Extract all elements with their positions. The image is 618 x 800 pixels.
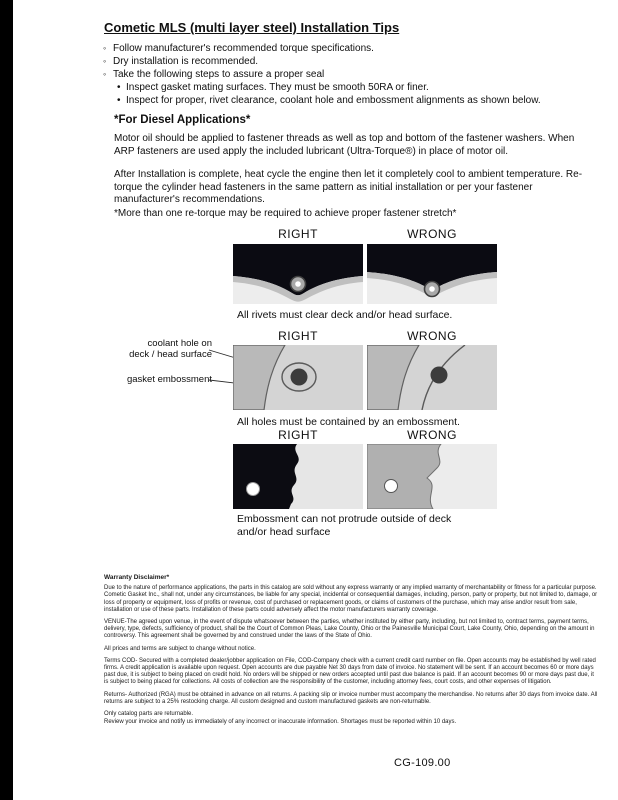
tip-text: Dry installation is recommended. (113, 56, 259, 67)
disclaimer-paragraph: Returns- Authorized (RGA) must be obtained in advance on all returns. A packing slip or invoice number must accompany the merchandise. No returns after 30 days from invoice date. All returns are subject to a 25% restocking charge. All custom designed and custom manufactured gaskets are non-returnable. (104, 691, 598, 705)
rivet-wrong-diagram (367, 244, 497, 304)
bullet-icon: • (117, 95, 121, 106)
tip-sub-item (103, 81, 583, 94)
open-bullet-icon: ◦ (103, 43, 107, 53)
disclaimer-paragraph: VENUE-The agreed upon venue, in the event of dispute whatsoever between the parties, whether instituted by either party, including, but not limited to, contract terms, payment terms, delivery, type, defects, sufficiency of product, shall be the Court of Common Pleas, Lake County, Ohio or the Painesville Municipal Court, Lake County, Ohio, depending on the amount in controversy. This agreement shall be governed by and construed under the laws of the State of Ohio. (104, 619, 595, 640)
row1-right-label: RIGHT (278, 227, 318, 241)
tip-item (103, 68, 583, 81)
disclaimer-paragraph: Due to the nature of performance applications, the parts in this catalog are sold without any express warranty or any implied warranty of merchantability or fitness for a particular purpose. Cometic Gasket Inc., shall not, under any circumstances, be liable for any special, incidental or consequential damages, including, person, party or property, but not limited to, damage, or loss of property or equipment, loss of profits or revenue, cost of purchased or replacement goods, or claims of customers of the purchase, which may arise and/or result from sale, installation or use of these parts. Installation of these parts could adversely affect the motor manufacturers warranty coverage. (104, 585, 598, 613)
row2-right-label: RIGHT (278, 329, 318, 343)
rivet-wrong-illustration (367, 244, 497, 304)
warranty-disclaimer (104, 574, 598, 731)
embossment-right-diagram (233, 345, 363, 410)
protrusion-wrong-diagram (367, 444, 497, 509)
diesel-applications-heading: *For Diesel Applications* (114, 114, 251, 126)
tip-text: Inspect gasket mating surfaces. They must be smooth 50RA or finer. (126, 82, 429, 93)
open-bullet-icon: ◦ (103, 56, 107, 66)
coolant-hole-annotation (118, 338, 212, 360)
disclaimer-paragraph: All prices and terms are subject to change without notice. (104, 645, 256, 652)
row3-caption (237, 513, 451, 539)
tip-text: Take the following steps to assure a proper seal (113, 69, 325, 80)
gasket-embossment-annotation: gasket embossment (126, 374, 212, 385)
page-code: CG-109.00 (394, 757, 451, 769)
diesel-paragraph-1: Motor oil should be applied to fastener threads as well as top and bottom of the fastener washers. When ARP fasteners are used apply the included lubricant (Ultra-Torque®) in place of motor oil. (114, 133, 575, 157)
coolant-hole-annotation-line2: deck / head surface (129, 349, 212, 360)
disclaimer-paragraph: Review your invoice and notify us immediately of any incorrect or inaccurate information. Shortages must be reported within 10 days. (104, 719, 457, 726)
retorque-note: *More than one re-torque may be required to achieve proper fastener stretch* (114, 208, 457, 219)
rivet-right-illustration (233, 244, 363, 304)
row3-caption-line1: Embossment can not protrude outside of deck (237, 513, 452, 525)
embossment-wrong-illustration (367, 345, 497, 410)
open-bullet-icon: ◦ (103, 69, 107, 79)
tip-item (103, 42, 583, 55)
row3-caption-line2: and/or head surface (237, 526, 331, 538)
bullet-icon: • (117, 82, 121, 93)
embossment-right-illustration (233, 345, 363, 410)
row2-caption: All holes must be contained by an embossment. (237, 416, 460, 428)
rivet-right-diagram (233, 244, 363, 304)
row2-wrong-label: WRONG (407, 329, 457, 343)
disclaimer-paragraph: Terms COD- Secured with a completed dealer/jobber application on File, COD-Company check with a current credit card number on file. Open accounts may be established by well rated firms. A credit application is available upon request. Open accounts are due payable Net 30 days from date of invoice. No statement will be sent. If an account becomes 60 or more days past due, it is subject to being placed on credit hold. No orders will be shipped or new orders accepted until past due balance is paid. If an account becomes 90 or more days past due, it is subject to being placed for collections. All costs of collection are the responsibility of the customer, including attorney fees, court costs, and other expenses of litigation. (104, 657, 596, 686)
protrusion-right-illustration (233, 444, 363, 509)
page-edge-black-bar (0, 0, 13, 800)
tip-text: Follow manufacturer's recommended torque specifications. (113, 43, 374, 54)
embossment-wrong-diagram (367, 345, 497, 410)
tip-item (103, 55, 583, 68)
disclaimer-paragraph: Only catalog parts are returnable. (104, 711, 194, 718)
protrusion-wrong-illustration (367, 444, 497, 509)
diesel-paragraph-2: After Installation is complete, heat cycle the engine then let it completely cool to ambient temperature. Re-torque the cylinder head fasteners in the same pattern as initial installation or per your fastener manufacturer's recommendations. (114, 169, 583, 205)
row1-caption: All rivets must clear deck and/or head surface. (237, 309, 453, 321)
row3-wrong-label: WRONG (407, 428, 457, 442)
tip-sub-item (103, 94, 583, 107)
page-title: Cometic MLS (multi layer steel) Installation Tips (104, 20, 400, 35)
row1-wrong-label: WRONG (407, 227, 457, 241)
protrusion-right-diagram (233, 444, 363, 509)
warranty-disclaimer-heading: Warranty Disclaimer* (104, 574, 170, 581)
tip-text: Inspect for proper, rivet clearance, coolant hole and embossment alignments as shown below. (126, 95, 541, 106)
row3-right-label: RIGHT (278, 428, 318, 442)
tips-list (103, 42, 583, 107)
coolant-hole-annotation-line1: coolant hole on (147, 338, 212, 349)
